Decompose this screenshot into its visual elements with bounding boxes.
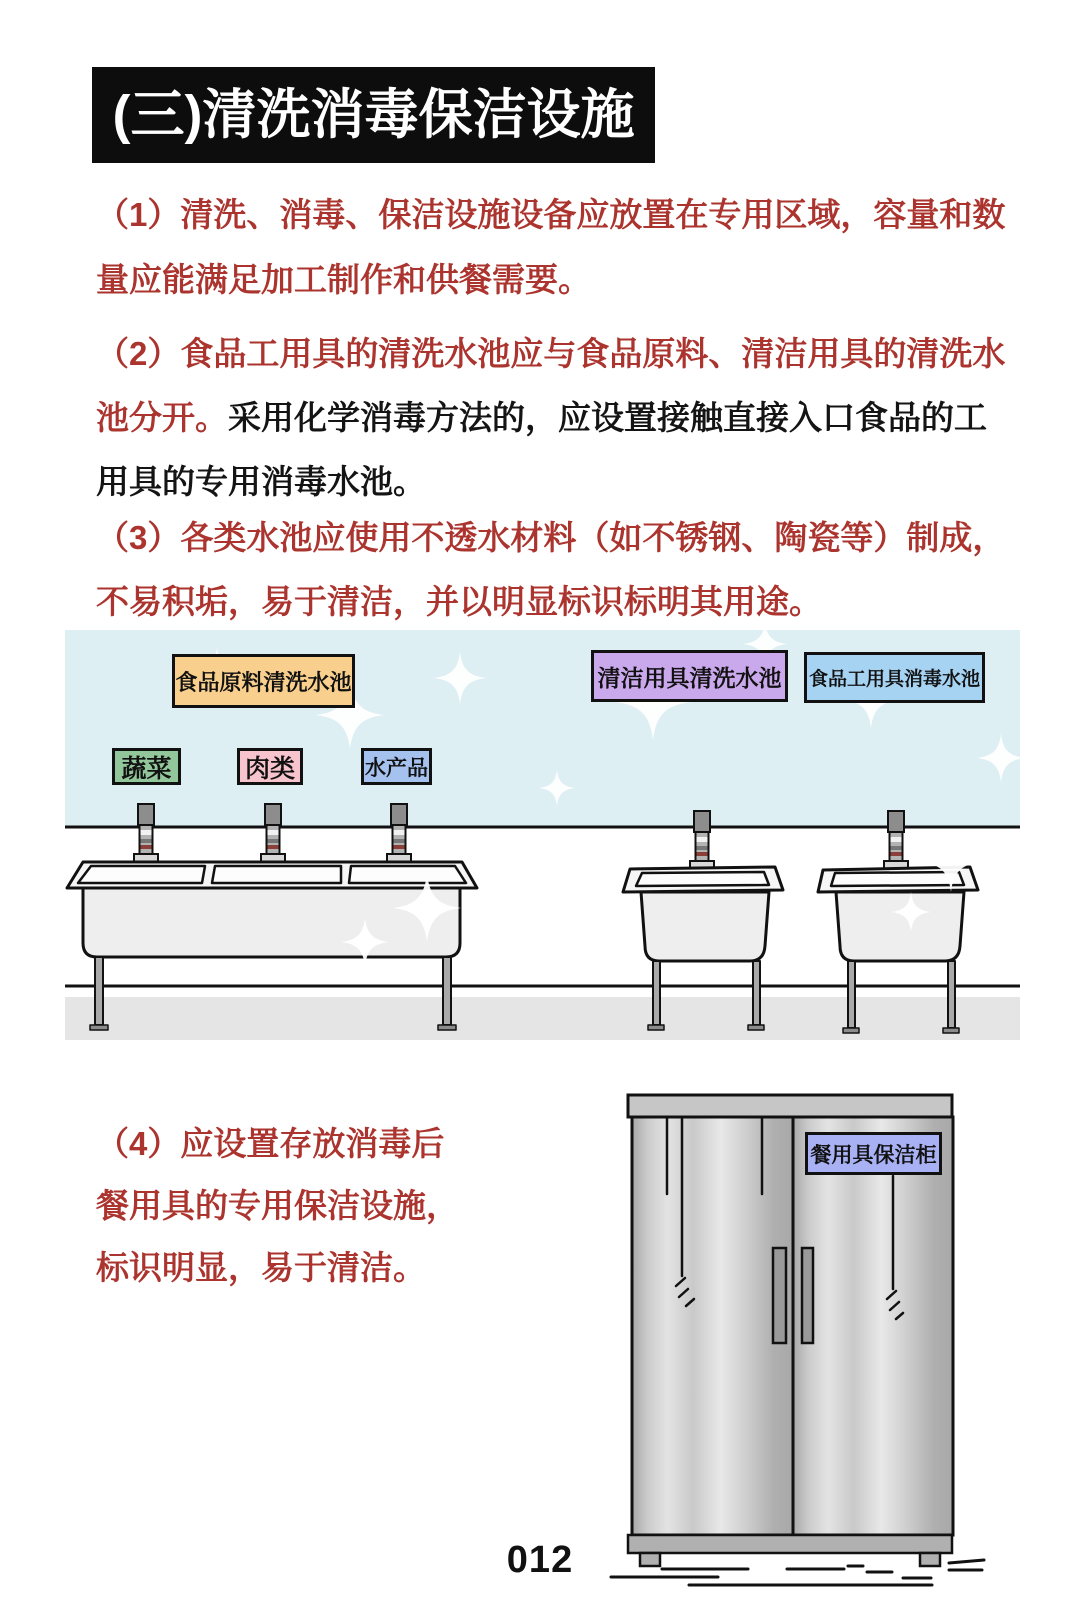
section-title: (三)清洗消毒保洁设施	[112, 85, 635, 145]
label-aquatic-product	[361, 748, 432, 785]
text-line	[96, 386, 1036, 450]
section-title-banner	[92, 67, 655, 163]
floor-band	[65, 997, 1020, 1040]
label-text: 水产品	[365, 756, 428, 780]
cabinet-right-door	[793, 1117, 953, 1535]
text-line	[96, 182, 1036, 247]
label-cabinet	[805, 1132, 942, 1175]
label-text: 餐用具保洁柜	[810, 1143, 937, 1167]
label-raw-material-sink	[172, 654, 355, 708]
text-segment: 量应能满足加工制作和供餐需要。	[96, 261, 591, 298]
cabinet-illustration	[595, 1090, 1025, 1590]
cabinet-foot	[920, 1553, 940, 1566]
text-segment: （3）各类水池应使用不透水材料（如不锈钢、陶瓷等）制成，	[96, 519, 1006, 556]
paragraph-3	[96, 506, 1036, 634]
text-segment: 不易积垢，易于清洁，并以明显标识标明其用途。	[96, 583, 822, 620]
label-meat	[237, 748, 303, 785]
label-text: 肉类	[244, 754, 295, 783]
label-text: 蔬菜	[121, 754, 172, 783]
cabinet-top-cap	[628, 1095, 952, 1117]
label-text: 食品工用具消毒水池	[808, 669, 980, 690]
text-line	[96, 247, 1036, 312]
cabinet-left-handle	[773, 1248, 786, 1343]
cabinet-right-handle	[802, 1248, 813, 1343]
text-line	[96, 322, 1036, 386]
page-number: 012	[506, 1539, 574, 1581]
label-cleaning-tool-sink	[591, 650, 788, 702]
paragraph-1	[96, 182, 1036, 312]
label-text: 清洁用具清洗水池	[597, 664, 782, 691]
text-segment: 采用化学消毒方法的，应设置接触直接入口食品的工	[228, 399, 987, 436]
text-line	[96, 506, 1036, 570]
label-food-utensil-sink	[804, 652, 985, 703]
cabinet-left-door	[632, 1117, 793, 1535]
text-line	[96, 450, 1036, 514]
text-segment: 标识明显，易于清洁。	[96, 1249, 426, 1286]
text-segment: （2）食品工用具的清洗水池应与食品原料、清洁用具的清洗水	[96, 335, 1006, 372]
text-segment: （1）清洗、消毒、保洁设施设备应放置在专用区域，容量和数	[96, 196, 1006, 233]
text-segment: （4）应设置存放消毒后	[96, 1125, 445, 1162]
paragraph-2	[96, 322, 1036, 514]
sink-illustration	[65, 630, 1020, 1040]
text-segment: 池分开。	[96, 399, 228, 436]
text-line	[96, 570, 1036, 634]
label-text: 食品原料清洗水池	[175, 669, 352, 695]
text-segment: 用具的专用消毒水池。	[96, 463, 426, 500]
text-segment: 餐用具的专用保洁设施，	[96, 1187, 459, 1224]
label-vegetable	[112, 748, 181, 785]
